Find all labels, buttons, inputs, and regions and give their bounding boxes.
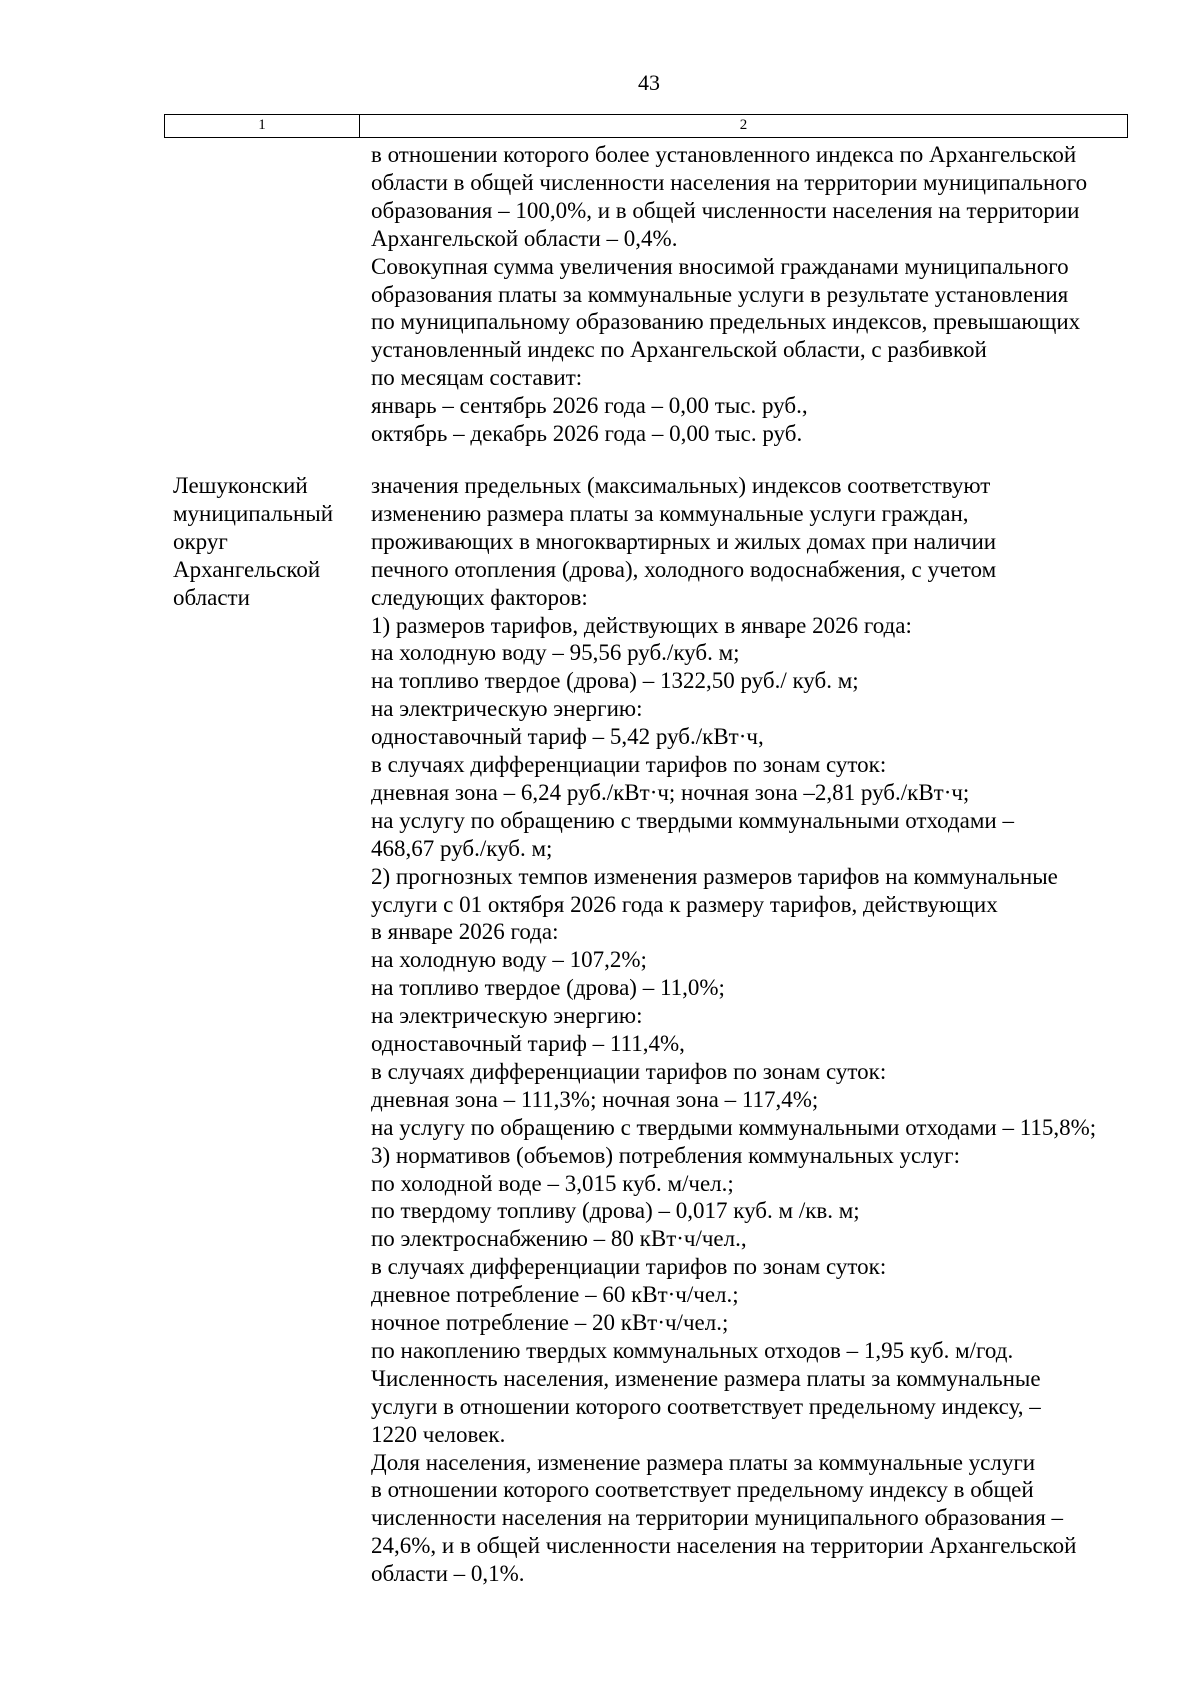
- continuation-text-line: области в общей численности населения на территории муниципального: [371, 169, 1088, 195]
- municipality-name-line: муниципальный: [173, 500, 334, 526]
- description-text-line: в отношении которого соответствует предельному индексу в общей: [371, 1477, 1034, 1503]
- description-text-line: 1) размеров тарифов, действующих в январе 2026 года:: [371, 612, 912, 638]
- description-text-line: услуги в отношении которого соответствует предельному индексу, –: [371, 1393, 1041, 1419]
- description-text-line: печного отопления (дрова), холодного водоснабжения, с учетом: [371, 556, 997, 582]
- continuation-text-line: октябрь – декабрь 2026 года – 0,00 тыс. руб.: [371, 421, 803, 446]
- description-text-line: ночное потребление – 20 кВт·ч/чел.;: [371, 1310, 729, 1335]
- description-text-line: услуги с 01 октября 2026 года к размеру тарифов, действующих: [371, 891, 998, 917]
- description-text-line: на топливо твердое (дрова) – 11,0%;: [371, 975, 725, 1001]
- continuation-text-line: Архангельской области – 0,4%.: [371, 225, 678, 251]
- description-text-line: по электроснабжению – 80 кВт·ч/чел.,: [371, 1226, 747, 1252]
- description-text-line: на электрическую энергию:: [371, 1003, 643, 1029]
- description-text-line: в январе 2026 года:: [371, 919, 559, 945]
- description-text-line: на холодную воду – 95,56 руб./куб. м;: [371, 640, 740, 666]
- description-text-line: на электрическую энергию:: [371, 696, 643, 722]
- description-text-line: изменению размера платы за коммунальные услуги граждан,: [371, 500, 969, 526]
- continuation-text-line: образования – 100,0%, и в общей численности населения на территории: [371, 197, 1080, 223]
- table-header-row: [164, 114, 1128, 138]
- description-text-line: области – 0,1%.: [371, 1561, 525, 1587]
- description-text-line: 468,67 руб./куб. м;: [371, 835, 553, 861]
- description-text-line: по твердому топливу (дрова) – 0,017 куб. м /кв. м;: [371, 1198, 860, 1224]
- description-text-line: численности населения на территории муниципального образования –: [371, 1505, 1064, 1531]
- description-text-line: на холодную воду – 107,2%;: [371, 947, 647, 973]
- description-text-line: дневная зона – 111,3%; ночная зона – 117,4%;: [371, 1086, 819, 1112]
- description-text-line: дневное потребление – 60 кВт·ч/чел.;: [371, 1282, 739, 1308]
- description-text-line: дневная зона – 6,24 руб./кВт·ч; ночная зона –2,81 руб./кВт·ч;: [371, 779, 970, 805]
- description-text-line: на топливо твердое (дрова) – 1322,50 руб./ куб. м;: [371, 668, 859, 694]
- description-text-line: одноставочный тариф – 111,4%,: [371, 1031, 685, 1056]
- continuation-text-line: Совокупная сумма увеличения вносимой гражданами муниципального: [371, 253, 1069, 279]
- description-text-line: в случаях дифференциации тарифов по зонам суток:: [371, 752, 887, 777]
- description-text-line: значения предельных (максимальных) индексов соответствуют: [371, 473, 991, 498]
- page-number: 43: [638, 70, 660, 95]
- continuation-text-line: установленный индекс по Архангельской области, с разбивкой: [371, 337, 987, 363]
- description-text-line: на услугу по обращению с твердыми коммунальными отходами – 115,8%;: [371, 1114, 1097, 1140]
- municipality-name-line: области: [173, 584, 250, 610]
- continuation-text-line: образования платы за коммунальные услуги в результате установления: [371, 281, 1069, 307]
- municipality-name-line: Лешуконский: [173, 473, 308, 498]
- description-text-line: следующих факторов:: [371, 584, 588, 610]
- description-text-line: одноставочный тариф – 5,42 руб./кВт·ч,: [371, 724, 764, 750]
- description-text-line: 3) нормативов (объемов) потребления коммунальных услуг:: [371, 1142, 960, 1168]
- municipality-name-line: Архангельской: [173, 556, 321, 582]
- description-text-line: в случаях дифференциации тарифов по зонам суток:: [371, 1254, 887, 1280]
- description-text-line: проживающих в многоквартирных и жилых домах при наличии: [371, 528, 997, 554]
- municipality-name-line: округ: [173, 528, 228, 554]
- description-text-line: Доля населения, изменение размера платы за коммунальные услуги: [371, 1449, 1036, 1475]
- table-header-col-1: 1: [165, 115, 360, 137]
- description-text-line: по накоплению твердых коммунальных отходов – 1,95 куб. м/год.: [371, 1337, 1014, 1363]
- table-header-col-2: 2: [739, 117, 748, 133]
- continuation-text-line: в отношении которого более установленного индекса по Архангельской: [371, 142, 1077, 167]
- continuation-text-line: по муниципальному образованию предельных индексов, превышающих: [371, 309, 1081, 335]
- continuation-text-line: январь – сентябрь 2026 года – 0,00 тыс. руб.,: [371, 393, 808, 419]
- description-text-line: по холодной воде – 3,015 куб. м/чел.;: [371, 1170, 734, 1196]
- description-text-line: 2) прогнозных темпов изменения размеров тарифов на коммунальные: [371, 863, 1058, 889]
- description-text-line: в случаях дифференциации тарифов по зонам суток:: [371, 1058, 887, 1084]
- description-text-line: 1220 человек.: [371, 1421, 506, 1447]
- description-text-line: 24,6%, и в общей численности населения на территории Архангельской: [371, 1533, 1077, 1559]
- description-text-line: Численность населения, изменение размера платы за коммунальные: [371, 1365, 1041, 1391]
- continuation-text-line: по месяцам составит:: [371, 365, 583, 391]
- description-text-line: на услугу по обращению с твердыми коммунальными отходами –: [371, 807, 1014, 833]
